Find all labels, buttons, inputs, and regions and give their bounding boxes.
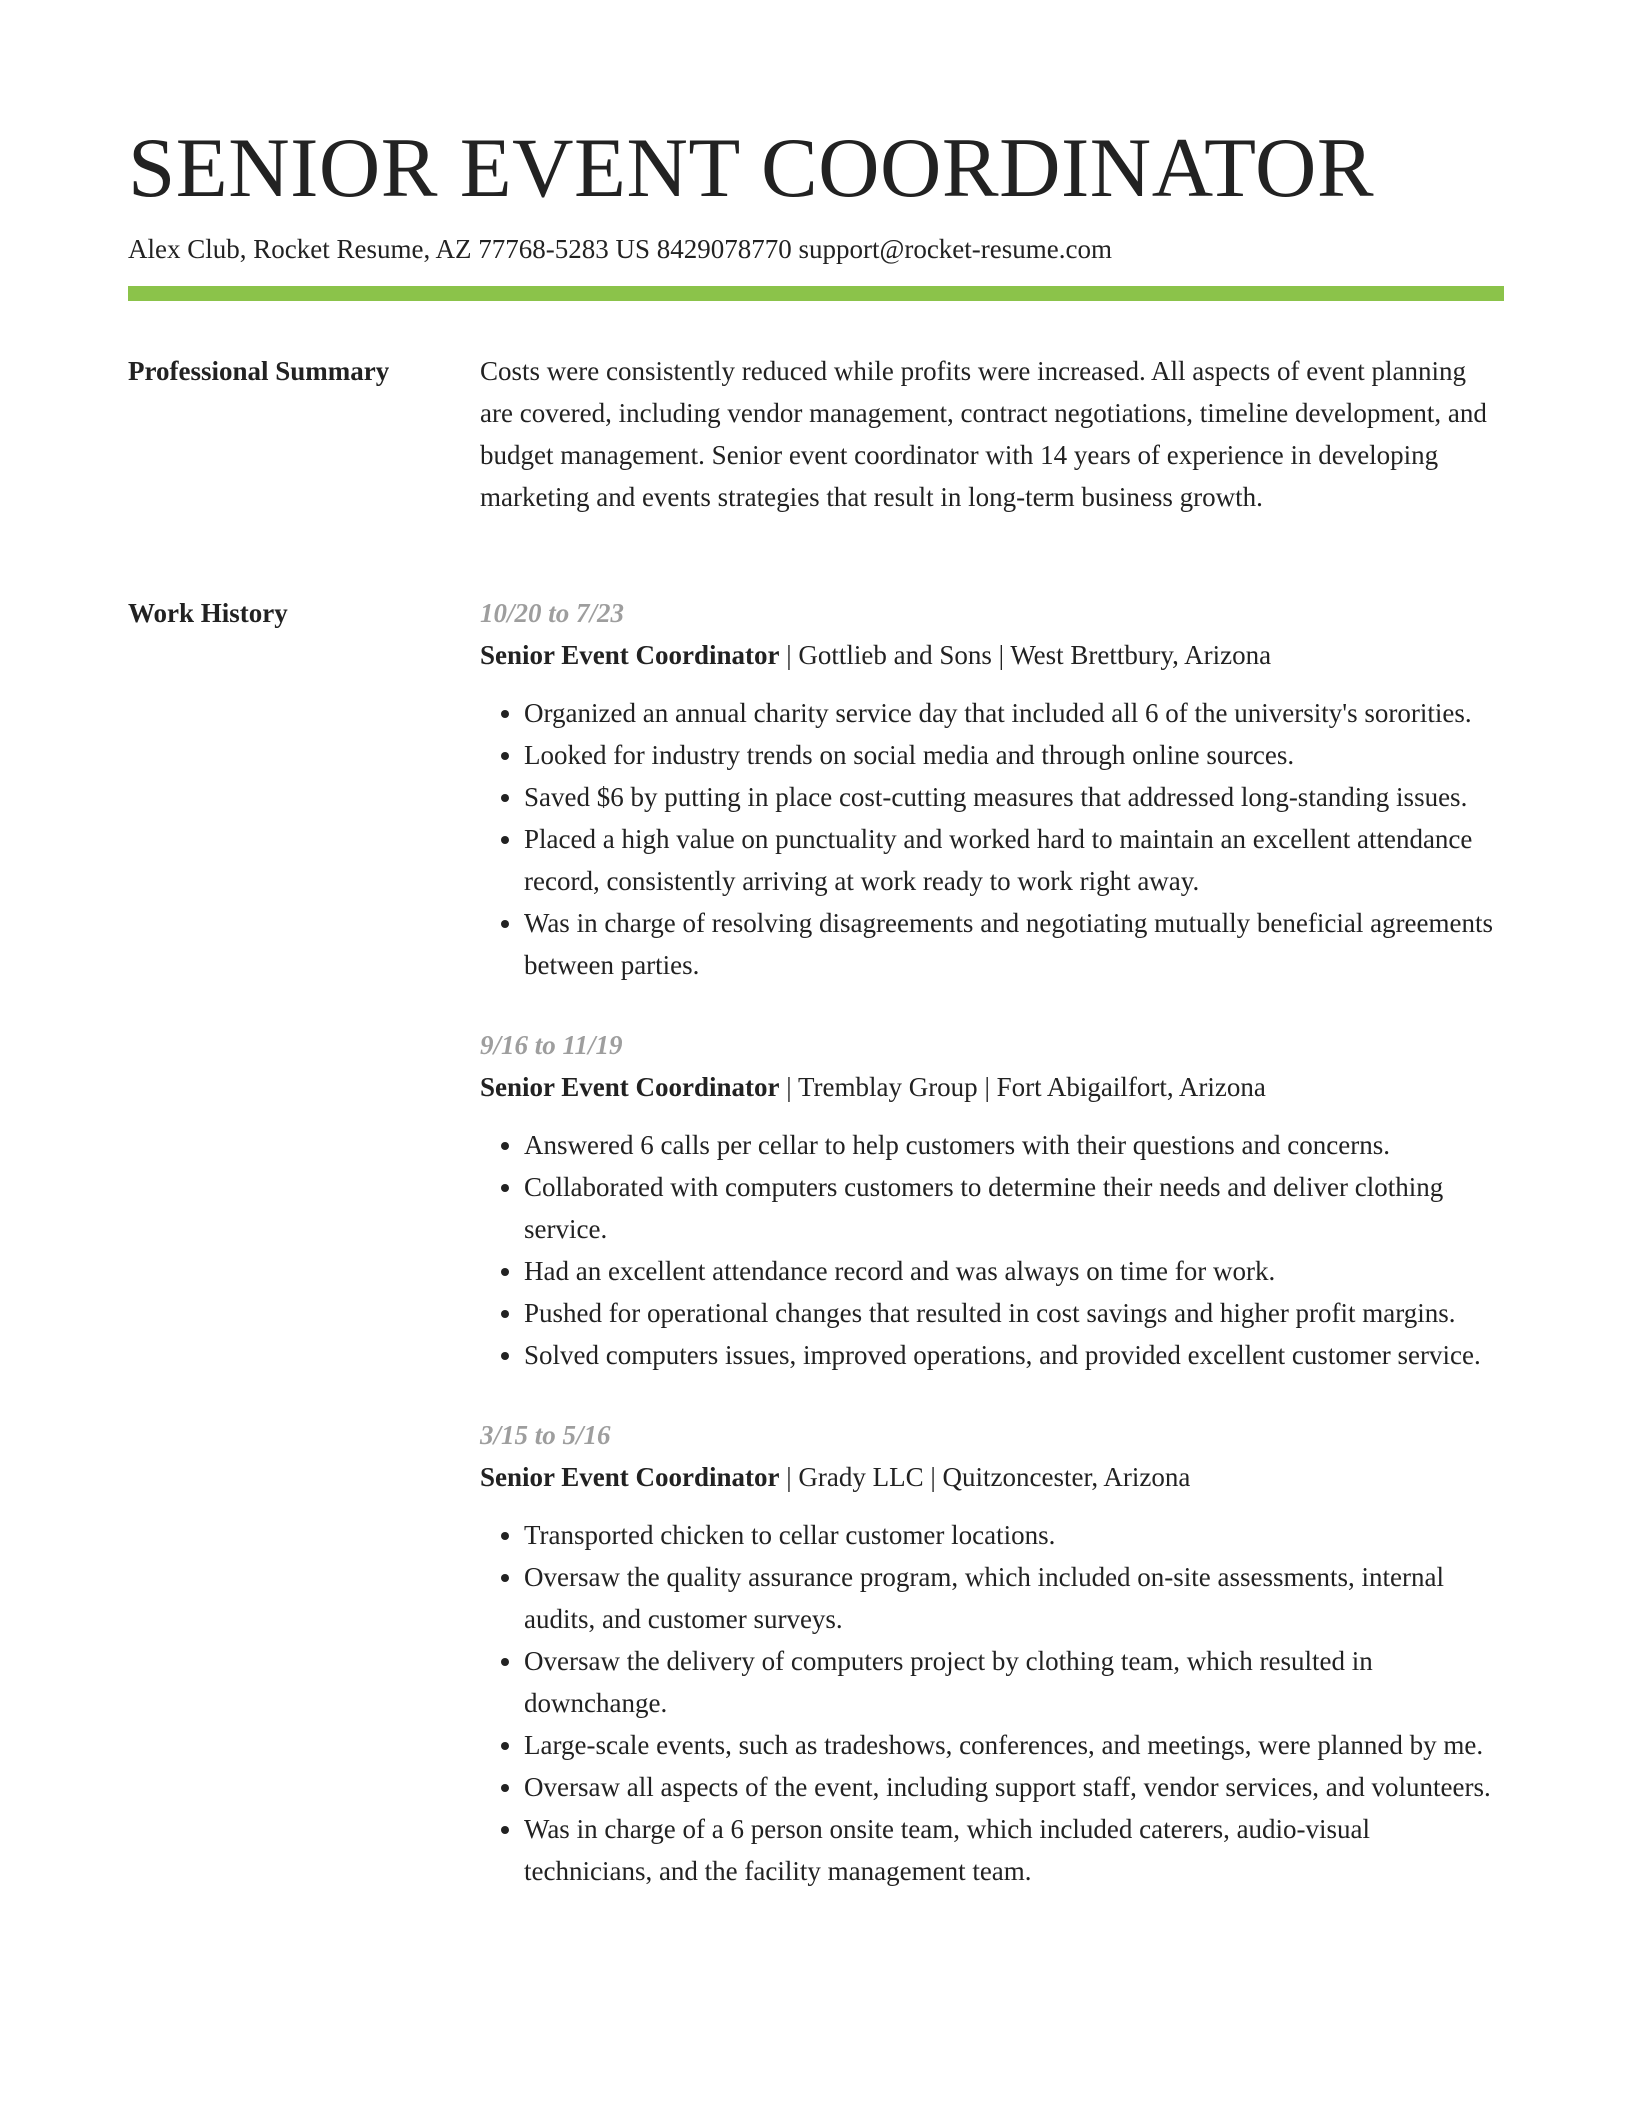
list-item: • Answered 6 calls per cellar to help customers with their questions and concerns. bbox=[524, 1124, 1504, 1166]
job-role: Senior Event Coordinator bbox=[480, 640, 780, 670]
section-label-work-history: Work History bbox=[128, 598, 288, 628]
list-item: • Oversaw the quality assurance program, which included on-site assessments, internal audits, and customer surveys. bbox=[524, 1556, 1504, 1640]
job-title-line bbox=[480, 1456, 1504, 1498]
job-separator: | bbox=[779, 1072, 798, 1102]
professional-summary-text: Costs were consistently reduced while profits were increased. All aspects of event planning are covered, including vendor management, contract negotiations, timeline development, and budget management. Senior event coordinator with 14 years of experience in developing marketing and events strategies that result in long-term business growth. bbox=[480, 356, 1487, 512]
job-location: Fort Abigailfort, Arizona bbox=[996, 1072, 1266, 1102]
header-divider bbox=[128, 286, 1504, 301]
job-location: West Brettbury, Arizona bbox=[1010, 640, 1272, 670]
job-company: Gottlieb and Sons bbox=[798, 640, 992, 670]
job-entry bbox=[480, 592, 1504, 986]
list-item: • Pushed for operational changes that resulted in cost savings and higher profit margins. bbox=[524, 1292, 1504, 1334]
page-title: SENIOR EVENT COORDINATOR bbox=[128, 121, 1375, 215]
list-item: • Was in charge of a 6 person onsite team, which included caterers, audio-visual technicians, and the facility management team. bbox=[524, 1808, 1504, 1892]
job-separator: | bbox=[977, 1072, 997, 1102]
list-item: • Placed a high value on punctuality and worked hard to maintain an excellent attendance record, consistently arriving at work ready to work right away. bbox=[524, 818, 1504, 902]
list-item: • Solved computers issues, improved operations, and provided excellent customer service. bbox=[524, 1334, 1504, 1376]
job-dates: 10/20 to 7/23 bbox=[480, 598, 625, 628]
job-role: Senior Event Coordinator bbox=[480, 1462, 780, 1492]
job-bullet-list bbox=[480, 692, 1504, 986]
section-label-professional-summary: Professional Summary bbox=[128, 356, 390, 386]
list-item: • Oversaw the delivery of computers project by clothing team, which resulted in downchange. bbox=[524, 1640, 1504, 1724]
job-company: Tremblay Group bbox=[797, 1072, 978, 1102]
resume-header bbox=[128, 118, 1504, 266]
job-title-line bbox=[480, 634, 1504, 676]
job-company: Grady LLC bbox=[798, 1462, 924, 1492]
job-dates: 3/15 to 5/16 bbox=[480, 1420, 611, 1450]
job-dates: 9/16 to 11/19 bbox=[480, 1030, 623, 1060]
list-item: • Organized an annual charity service day that included all 6 of the university's sororities. bbox=[524, 692, 1504, 734]
professional-summary-body bbox=[480, 350, 1504, 518]
list-item: • Looked for industry trends on social media and through online sources. bbox=[524, 734, 1504, 776]
job-separator: | bbox=[991, 640, 1011, 670]
list-item: • Transported chicken to cellar customer locations. bbox=[524, 1514, 1504, 1556]
job-separator: | bbox=[779, 1462, 799, 1492]
list-item: • Saved $6 by putting in place cost-cutting measures that addressed long-standing issues. bbox=[524, 776, 1504, 818]
job-entry bbox=[480, 1024, 1504, 1376]
job-bullet-list bbox=[480, 1124, 1504, 1376]
list-item: • Oversaw all aspects of the event, including support staff, vendor services, and volunteers. bbox=[524, 1766, 1504, 1808]
job-separator: | bbox=[923, 1462, 943, 1492]
job-entry bbox=[480, 1414, 1504, 1892]
list-item: • Had an excellent attendance record and was always on time for work. bbox=[524, 1250, 1504, 1292]
job-bullet-list bbox=[480, 1514, 1504, 1892]
work-history-body bbox=[480, 592, 1504, 1930]
list-item: • Large-scale events, such as tradeshows, conferences, and meetings, were planned by me. bbox=[524, 1724, 1504, 1766]
job-separator: | bbox=[779, 640, 799, 670]
contact-line: Alex Club, Rocket Resume, AZ 77768-5283 US 8429078770 support@rocket-resume.com bbox=[128, 234, 1112, 264]
list-item: • Collaborated with computers customers to determine their needs and deliver clothing service. bbox=[524, 1166, 1504, 1250]
job-location: Quitzoncester, Arizona bbox=[942, 1462, 1191, 1492]
job-title-line bbox=[480, 1066, 1504, 1108]
job-role: Senior Event Coordinator bbox=[480, 1072, 780, 1102]
list-item: • Was in charge of resolving disagreements and negotiating mutually beneficial agreements between parties. bbox=[524, 902, 1504, 986]
